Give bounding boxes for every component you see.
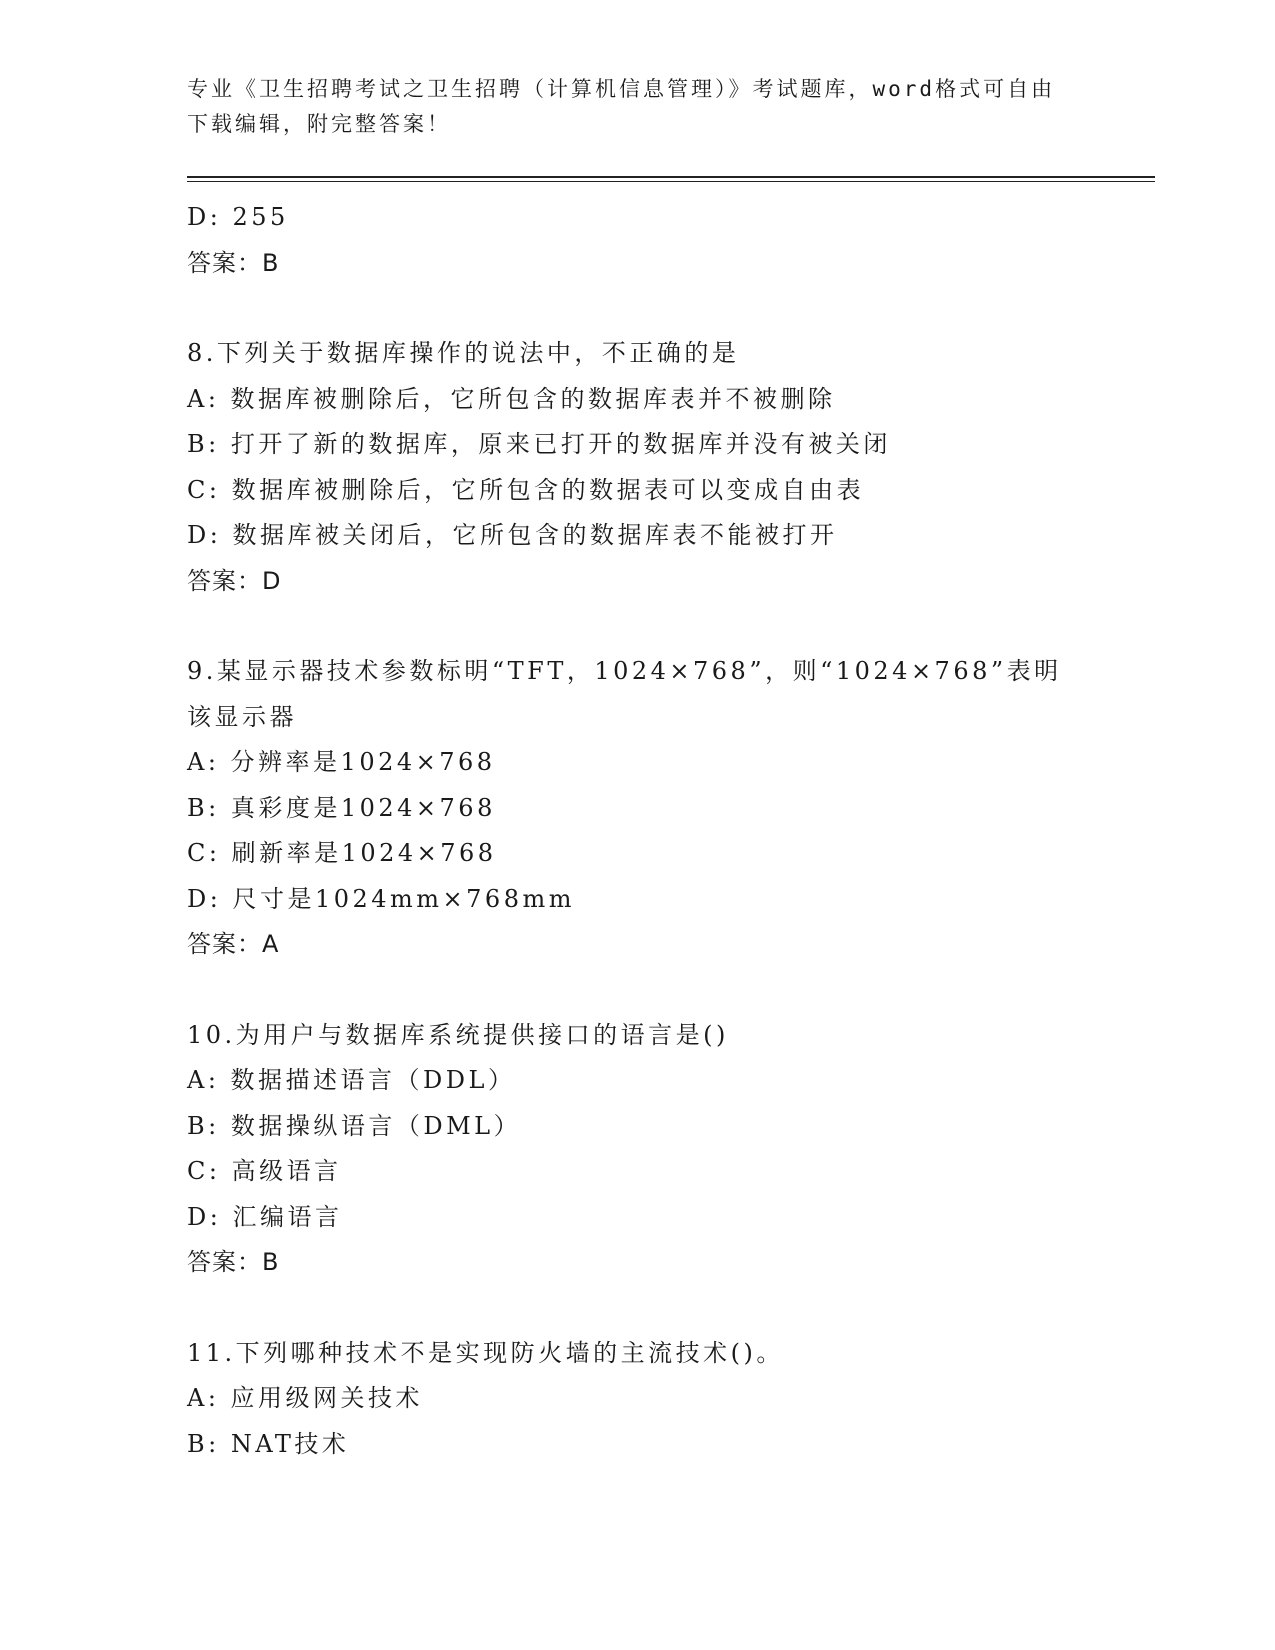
option-line: A: 应用级网关技术 [187, 1384, 424, 1412]
option-line: D: 汇编语言 [187, 1202, 343, 1231]
option-line: B: 打开了新的数据库，原来已打开的数据库并没有被关闭 [187, 430, 891, 458]
question-list [187, 195, 1157, 1467]
option-line: A: 数据描述语言（DDL） [187, 1066, 516, 1094]
option-line: C: 刷新率是1024×768 [187, 839, 497, 867]
option-line: B: NAT技术 [187, 1429, 350, 1458]
document-page [187, 72, 1157, 1467]
option-line: D: 数据库被关闭后，它所包含的数据库表不能被打开 [187, 521, 838, 549]
option-line: A: 分辨率是1024×768 [187, 748, 496, 776]
answer-line: 答案：A [187, 930, 280, 958]
answer-line: 答案：B [187, 1248, 280, 1276]
option-line: D: 尺寸是1024mm×768mm [187, 884, 575, 913]
answer-line: 答案：D [187, 566, 282, 595]
option-line: D: 255 [187, 203, 289, 231]
spacer [187, 1286, 1157, 1331]
option-line: B: 数据操纵语言（DML） [187, 1111, 522, 1140]
question-stem: 11.下列哪种技术不是实现防火墙的主流技术()。 [187, 1338, 784, 1367]
document-header: 专业《卫生招聘考试之卫生招聘（计算机信息管理）》考试题库，word格式可自由下载编辑，附完整答案！ [187, 77, 1056, 136]
option-line: C: 数据库被删除后，它所包含的数据表可以变成自由表 [187, 475, 865, 504]
spacer [187, 604, 1157, 649]
header-divider [187, 176, 1155, 182]
option-line: A: 数据库被删除后，它所包含的数据库表并不被删除 [187, 384, 836, 413]
answer-line: 答案：B [187, 248, 280, 277]
spacer [187, 968, 1157, 1013]
question-stem: 9.某显示器技术参数标明“TFT，1024×768”，则“1024×768”表明该显示器 [187, 657, 1062, 731]
spacer [187, 286, 1157, 331]
option-line: C: 高级语言 [187, 1157, 342, 1185]
question-stem: 8.下列关于数据库操作的说法中，不正确的是 [187, 339, 740, 367]
option-line: B: 真彩度是1024×768 [187, 793, 496, 822]
question-stem: 10.为用户与数据库系统提供接口的语言是() [187, 1020, 729, 1049]
